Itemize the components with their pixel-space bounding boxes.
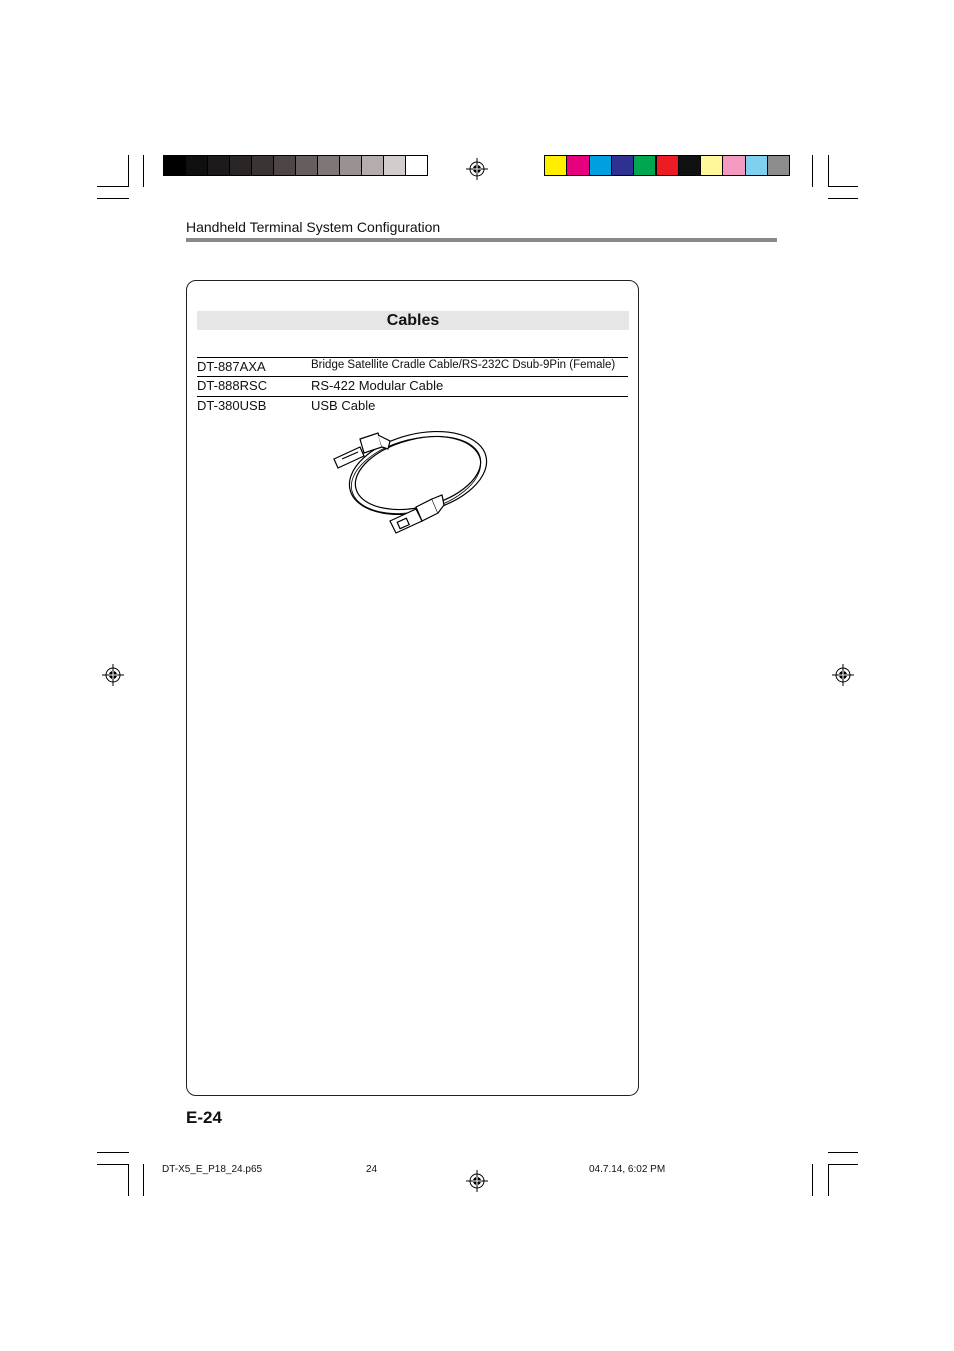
color-swatch bbox=[185, 155, 208, 176]
color-swatch bbox=[405, 155, 428, 176]
color-swatch bbox=[722, 155, 745, 176]
color-swatch bbox=[229, 155, 252, 176]
table-row-description: USB Cable bbox=[311, 398, 376, 413]
color-swatch bbox=[544, 155, 567, 176]
table-row-description: RS-422 Modular Cable bbox=[311, 378, 444, 393]
registration-mark-icon bbox=[832, 664, 854, 686]
footer-page: 24 bbox=[366, 1164, 378, 1175]
color-swatch bbox=[656, 155, 679, 176]
table-row-model: DT-888RSC bbox=[197, 378, 268, 393]
color-swatch bbox=[361, 155, 384, 176]
footer-filename: DT-X5_E_P18_24.p65 bbox=[162, 1164, 263, 1175]
color-swatch bbox=[295, 155, 318, 176]
color-swatch bbox=[273, 155, 296, 176]
table-rule bbox=[197, 357, 628, 358]
color-swatch bbox=[589, 155, 612, 176]
color-swatch bbox=[339, 155, 362, 176]
registration-mark-icon bbox=[102, 664, 124, 686]
color-swatch bbox=[566, 155, 589, 176]
registration-mark-icon bbox=[466, 158, 488, 180]
color-swatch bbox=[767, 155, 790, 176]
panel-title: Cables bbox=[197, 311, 629, 330]
footer-timestamp: 04.7.14, 6:02 PM bbox=[589, 1164, 666, 1175]
table-row-model: DT-380USB bbox=[197, 398, 267, 413]
color-swatch bbox=[633, 155, 656, 176]
color-swatch bbox=[700, 155, 723, 176]
color-swatch bbox=[317, 155, 340, 176]
color-swatch bbox=[207, 155, 230, 176]
color-swatch bbox=[678, 155, 701, 176]
table-row-model: DT-887AXA bbox=[197, 359, 266, 374]
color-swatch bbox=[611, 155, 634, 176]
color-swatch bbox=[383, 155, 406, 176]
table-rule bbox=[197, 376, 628, 377]
section-header-title: Handheld Terminal System Configuration bbox=[186, 219, 441, 235]
usb-cable-illustration bbox=[330, 425, 492, 537]
page-number: E-24 bbox=[186, 1108, 222, 1127]
registration-mark-icon bbox=[466, 1170, 488, 1192]
header-rule bbox=[186, 238, 777, 242]
color-swatch bbox=[745, 155, 768, 176]
table-rule bbox=[197, 396, 628, 397]
table-row-description: Bridge Satellite Cradle Cable/RS-232C Dsub-9Pin (Female) bbox=[311, 359, 616, 371]
color-swatch bbox=[163, 155, 186, 176]
color-swatch bbox=[251, 155, 274, 176]
